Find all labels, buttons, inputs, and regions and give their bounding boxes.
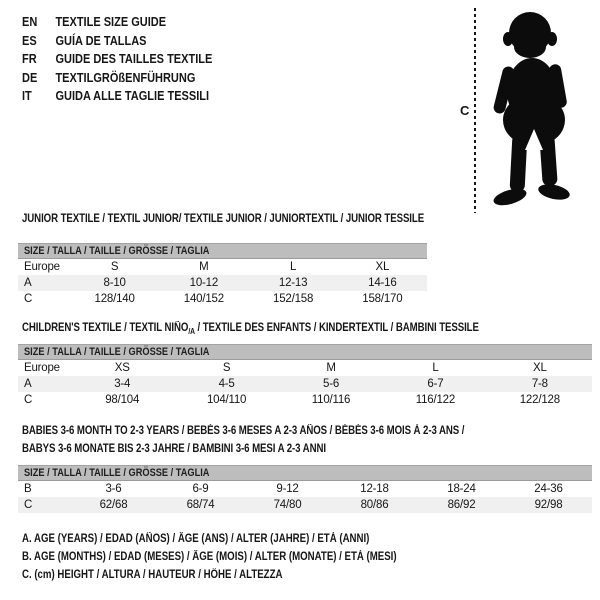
size-header-label: SIZE / TALLA / TAILLE / GRÖSSE / TAGLIA [24,245,210,257]
language-code: ES [22,33,37,48]
age-cell: 10-12 [189,277,219,289]
height-cell: 122/128 [519,394,560,406]
table-row-europe [18,360,592,376]
size-cell: XL [532,362,547,374]
note-age-years: A. AGE (YEARS) / EDAD (AÑOS) / ÂGE (ANS) / ALTER (JAHRE) / ETÀ (ANNI) [22,533,370,545]
children-size-table [18,344,592,408]
table-row-europe [18,259,427,275]
age-cell: 14-16 [368,277,397,289]
height-cell: 74/80 [273,499,302,511]
children-title-subscript: /A [188,327,195,336]
language-label: GUIDE DES TAILLES TEXTILE [55,52,213,67]
height-measure-label: C [460,103,470,118]
size-header-label: SIZE / TALLA / TAILLE / GRÖSSE / TAGLIA [24,467,210,479]
size-header-bar [18,344,592,360]
babies-size-table [18,465,592,513]
junior-section-title: JUNIOR TEXTILE / TEXTIL JUNIOR/ TEXTILE JUNIOR / JUNIORTEXTIL / JUNIOR TESSILE [22,213,425,225]
height-cell: 62/68 [99,499,128,511]
language-row [22,69,212,88]
height-cell: 158/170 [362,293,403,305]
size-cell: M [326,362,336,374]
size-cell: XL [375,261,390,273]
height-cell: 86/92 [447,499,476,511]
height-cell: 110/116 [311,394,351,406]
row-label: A [24,277,32,289]
language-label: GUÍA DE TALLAS [55,33,147,48]
language-label: TEXTILGRÖßENFÜHRUNG [55,70,196,85]
children-title-part1: CHILDREN'S TEXTILE / TEXTIL NIÑO [22,322,189,334]
table-row-height [18,291,427,307]
row-label: Europe [24,362,60,374]
children-section-title [22,322,479,334]
size-cell: S [110,261,119,273]
table-row-height [18,497,592,513]
height-cell: 116/122 [415,394,456,406]
age-cell: 4-5 [218,378,235,390]
age-cell: 12-13 [278,277,308,289]
age-cell: 5-6 [323,378,340,390]
language-code: DE [22,70,38,85]
language-code: IT [22,89,32,104]
age-cell: 12-18 [360,483,389,495]
height-cell: 140/152 [183,293,224,305]
language-row [22,50,212,69]
size-cell: S [222,362,231,374]
size-header-bar [18,465,592,481]
row-label: C [24,499,33,511]
age-cell: 6-7 [427,378,444,390]
row-label: Europe [24,261,60,273]
height-dashed-line [474,8,476,213]
row-label: C [24,293,33,305]
size-header-label: SIZE / TALLA / TAILLE / GRÖSSE / TAGLIA [24,346,210,358]
language-label: GUIDA ALLE TAGLIE TESSILI [55,89,210,104]
language-list [22,13,238,106]
height-cell: 152/158 [273,293,314,305]
toddler-silhouette-icon [478,5,588,207]
size-cell: L [290,261,297,273]
size-cell: XS [114,362,130,374]
junior-size-table [18,243,427,307]
height-cell: 98/104 [105,394,140,406]
table-row-age [18,376,592,392]
age-cell: 24-36 [534,483,563,495]
table-row-age [18,275,427,291]
height-cell: 92/98 [534,499,563,511]
age-cell: 18-24 [447,483,476,495]
row-label: A [24,378,32,390]
size-cell: L [432,362,439,374]
language-row [22,32,212,51]
note-age-months: B. AGE (MONTHS) / EDAD (MESES) / ÂGE (MOIS) / ALTER (MONATE) / ETÀ (MESI) [22,551,397,563]
table-row-age-months [18,481,592,497]
row-label: B [24,483,32,495]
age-cell: 3-4 [114,378,131,390]
size-header-bar [18,243,427,259]
height-cell: 104/110 [206,394,247,406]
height-cell: 68/74 [186,499,215,511]
age-cell: 6-9 [192,483,209,495]
language-label: TEXTILE SIZE GUIDE [55,15,167,30]
table-row-height [18,392,592,408]
note-height: C. (cm) HEIGHT / ALTURA / HAUTEUR / HÖHE / ALTEZZA [22,569,283,581]
age-cell: 9-12 [276,483,299,495]
language-row [22,13,212,32]
size-cell: M [199,261,209,273]
height-cell: 128/140 [94,293,135,305]
children-title-part2: / TEXTILE DES ENFANTS / KINDERTEXTIL / BAMBINI TESSILE [194,322,479,334]
age-cell: 3-6 [105,483,122,495]
age-cell: 8-10 [103,277,126,289]
language-code: FR [22,52,37,67]
height-cell: 80/86 [360,499,389,511]
babies-section-title-line1: BABIES 3-6 MONTH TO 2-3 YEARS / BEBÉS 3-6 MESES A 2-3 AÑOS / BÉBÉS 3-6 MOIS À 2-3 ANS / [22,425,465,437]
row-label: C [24,394,33,406]
language-row [22,87,212,106]
age-cell: 7-8 [531,378,548,390]
babies-section-title-line2: BABYS 3-6 MONATE BIS 2-3 JAHRE / BAMBINI 3-6 MESI A 2-3 ANNI [22,443,326,455]
language-code: EN [22,15,38,30]
